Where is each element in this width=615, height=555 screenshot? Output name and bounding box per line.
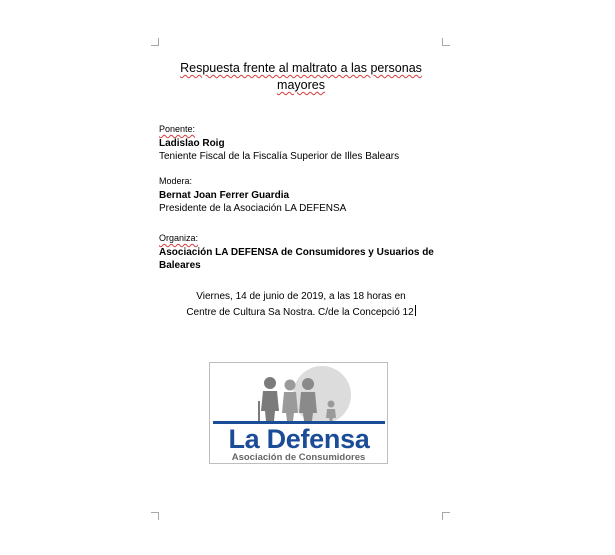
crop-mark-bottom-right: [442, 512, 450, 520]
crop-mark-top-right: [442, 38, 450, 46]
organizer-label[interactable]: Organiza:: [159, 233, 199, 243]
moderator-block[interactable]: [159, 175, 449, 216]
event-date[interactable]: Viernes, 14 de junio de 2019, a las 18 horas en: [196, 291, 406, 302]
document-title[interactable]: [150, 60, 452, 94]
moderator-label[interactable]: Modera:: [159, 176, 193, 186]
organizer-block[interactable]: [159, 232, 449, 273]
logo-subtitle: Asociación de Consumidores: [231, 452, 366, 463]
speaker-role[interactable]: Teniente Fiscal de la Fiscalía Superior de Illes Balears: [159, 151, 400, 162]
logo-brand: La Defensa: [228, 424, 370, 454]
crop-mark-bottom-left: [151, 512, 159, 520]
text-cursor: [415, 305, 416, 316]
organizer-name-line-1[interactable]: Asociación LA DEFENSA de Consumidores y Usuarios de: [159, 246, 434, 258]
speaker-label[interactable]: Ponente:: [159, 124, 196, 134]
title-line-1[interactable]: Respuesta frente al maltrato a las personas: [180, 61, 422, 75]
title-line-2[interactable]: mayores: [277, 78, 325, 92]
event-venue[interactable]: Centre de Cultura Sa Nostra. C/de la Concepció 12: [186, 307, 414, 318]
speaker-name[interactable]: Ladislao Roig: [159, 137, 225, 149]
speaker-block[interactable]: [159, 123, 449, 164]
event-details[interactable]: [150, 289, 452, 321]
moderator-name[interactable]: Bernat Joan Ferrer Guardia: [159, 189, 290, 201]
la-defensa-logo[interactable]: [209, 362, 388, 464]
organizer-name-line-2[interactable]: Baleares: [159, 260, 201, 271]
moderator-role[interactable]: Presidente de la Asociación LA DEFENSA: [159, 203, 347, 214]
event-venue-line[interactable]: [150, 305, 452, 321]
crop-mark-top-left: [151, 38, 159, 46]
